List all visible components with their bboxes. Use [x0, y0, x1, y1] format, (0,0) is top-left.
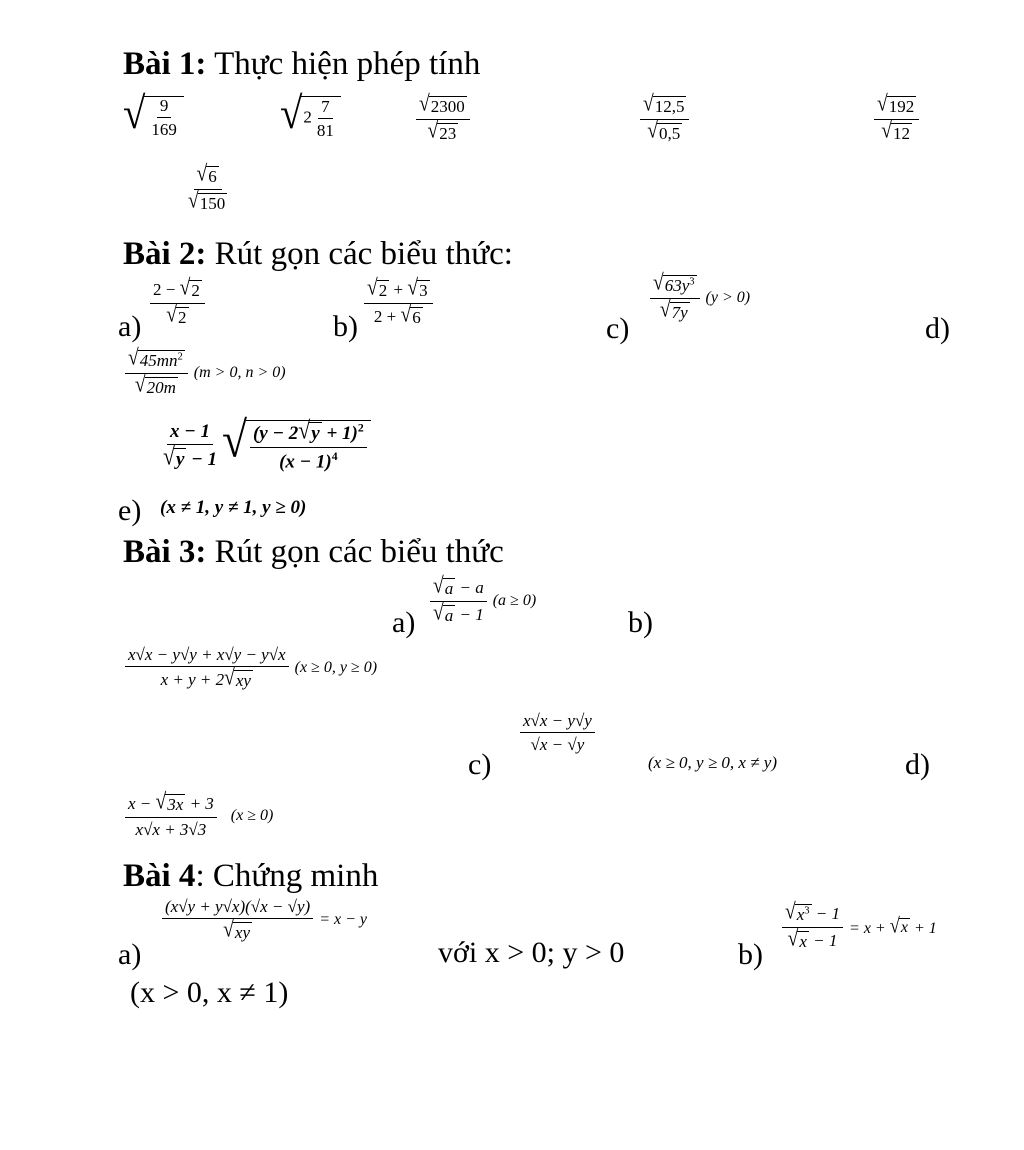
- bai3-label-a: a): [392, 606, 416, 639]
- bai1-expr-1: √ $\frac{9}{169}$: [123, 96, 184, 138]
- bai4-heading: [123, 858, 378, 895]
- bai4-label-b: b): [738, 938, 763, 971]
- bai2-heading: [123, 236, 513, 273]
- bai1-title-bold: Bài 1:: [123, 46, 207, 82]
- bai1-expr-5: √ 192 √ 12: [872, 96, 921, 142]
- bai2-label-c: c): [606, 312, 630, 345]
- bai3-title-text: Rút gọn các biểu thức: [206, 534, 504, 570]
- bai1-title-text: Thực hiện phép tính: [206, 46, 481, 82]
- bai2-expr-e: x − 1 √ y − 1 √ (y − 2 √ y + 1)$^2$ $(x - 1)^4$: [158, 420, 371, 471]
- bai4-expr-b: √ $x^3$ − 1 √ x − 1 = x + √ x + 1: [780, 904, 937, 950]
- bai3-label-c: c): [468, 748, 492, 781]
- bai2-label-a: a): [118, 310, 142, 343]
- bai3-heading: [123, 534, 504, 571]
- bai2-expr-d: √ $45mn^2$ √ 20m (m > 0, n > 0): [123, 350, 286, 396]
- bai4-title-text: : Chứng minh: [195, 858, 379, 894]
- bai3-expr-c: $\frac{x√x - y√y}{√x - √y}$: [518, 712, 597, 753]
- bai1-heading: [123, 46, 480, 83]
- bai2-expr-c: √ $63y^3$ √ 7y (y > 0): [648, 275, 750, 321]
- bai1-expr-3: √ 2300 √ 23: [414, 96, 472, 142]
- bai4-label-a: a): [118, 938, 142, 971]
- bai4-cond-b: (x > 0, x ≠ 1): [130, 976, 289, 1009]
- bai1-expr-2: √ 2 $\frac{7}{81}$: [280, 96, 341, 139]
- bai3-label-d: d): [905, 748, 930, 781]
- bai4-title-bold: Bài 4: [123, 858, 196, 894]
- bai2-expr-a: 2 − √ 2 √ 2: [148, 280, 207, 326]
- bai2-title-text: Rút gọn các biểu thức:: [206, 236, 513, 272]
- bai4-expr-a: (x√y + y√x)(√x − √y) √ xy = x − y: [160, 898, 367, 942]
- bai2-cond-e: (x ≠ 1, y ≠ 1, y ≥ 0): [160, 497, 307, 518]
- bai2-label-b: b): [333, 310, 358, 343]
- bai3-expr-a: √ a − a √ a − 1 (a ≥ 0): [428, 578, 536, 624]
- bai2-expr-b: √ 2 + √ 3 2 + √ 6: [362, 280, 435, 326]
- bai2-label-e: e): [118, 494, 142, 527]
- bai1-expr-6: √ 6 √ 150: [188, 161, 226, 213]
- bai2-label-d: d): [925, 312, 950, 345]
- bai1-expr-4: √ 12,5 √ 0,5: [638, 96, 691, 142]
- bai3-expr-b: x√x − y√y + x√y − y√x x + y + 2 √ xy (x ≥ 0, y ≥ 0): [123, 646, 377, 690]
- bai4-cond-a: với x > 0; y > 0: [438, 936, 625, 969]
- bai3-expr-d: x − √ 3x + 3 x√x + 3√3 (x ≥ 0): [123, 794, 273, 838]
- bai3-title-bold: Bài 3:: [123, 534, 207, 570]
- bai3-label-b: b): [628, 606, 653, 639]
- bai2-title-bold: Bài 2:: [123, 236, 207, 272]
- bai3-cond-c: (x ≥ 0, y ≥ 0, x ≠ y): [648, 753, 777, 772]
